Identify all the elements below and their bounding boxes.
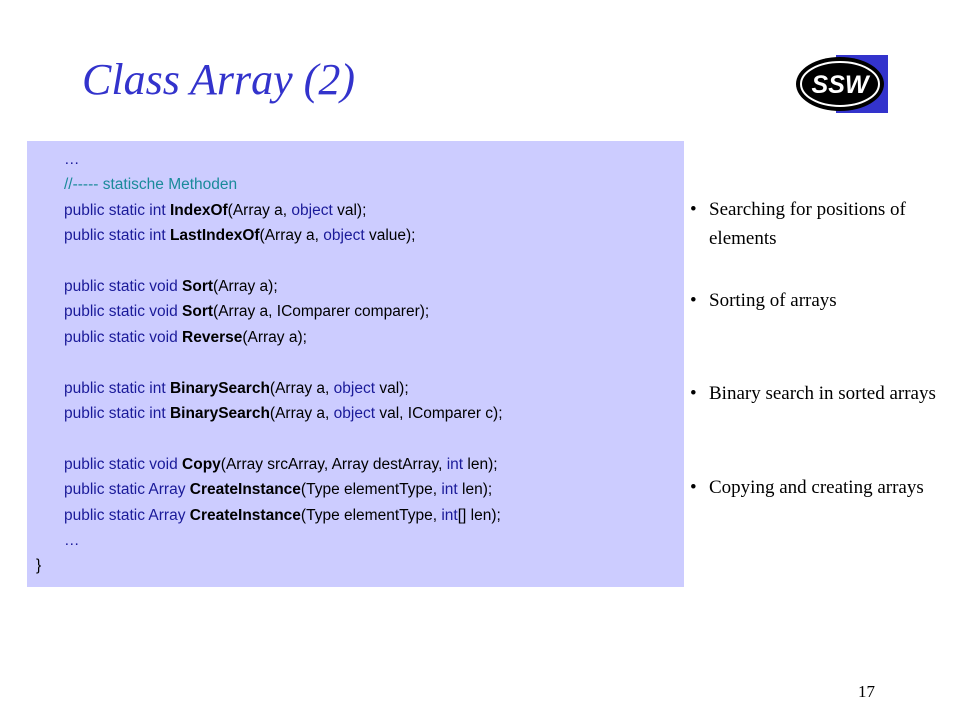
code-line [64, 175, 237, 195]
code-panel [27, 141, 684, 587]
code-token: … [64, 151, 80, 168]
code-token: (Array a); [242, 328, 307, 346]
code-token: (Array a, IComparer comparer); [213, 303, 430, 321]
code-token: val); [332, 201, 367, 219]
code-token: (Array a, [227, 201, 292, 219]
bullet-dot-icon: • [690, 290, 697, 311]
code-token: LastIndexOf [169, 227, 260, 245]
code-token: BinarySearch [169, 405, 270, 422]
code-token: (Array srcArray, Array destArray, [220, 455, 447, 473]
slide-title: Class Array (2) [82, 55, 355, 104]
code-line [64, 480, 492, 500]
code-token: … [64, 532, 80, 549]
ssw-logo [796, 55, 888, 113]
code-token: Sort [182, 278, 214, 295]
code-line [64, 404, 503, 424]
code-token: (Array a, [259, 227, 324, 245]
code-token: (Array a, [269, 405, 334, 422]
bullet-dot-icon: • [690, 477, 697, 498]
code-token: public static void [64, 303, 183, 321]
code-line [64, 226, 416, 246]
code-token: object [333, 379, 376, 397]
code-token: public static int [64, 379, 170, 397]
code-line [64, 328, 307, 348]
code-token: public static void [64, 328, 183, 346]
code-line [64, 531, 80, 551]
code-token: object [333, 405, 376, 422]
code-token: [] len); [457, 506, 501, 524]
code-token: Reverse [182, 328, 243, 346]
code-line [64, 506, 501, 526]
code-token: public static int [64, 227, 170, 245]
code-line [64, 302, 429, 322]
code-token: public static int [64, 201, 170, 219]
bullet-text: Copying and creating arrays [709, 477, 924, 498]
code-token: public static Array [64, 481, 190, 499]
code-token: //----- statische Methoden [64, 176, 238, 194]
code-token: (Array a); [213, 278, 278, 295]
code-token: public static void [64, 278, 183, 295]
code-token: (Type elementType, [300, 506, 442, 524]
code-line [64, 379, 409, 399]
code-token: val, IComparer c); [375, 405, 503, 422]
code-token: len); [463, 455, 498, 473]
code-token: int [441, 481, 458, 499]
logo-text: SSW [811, 71, 869, 99]
bullet-text: Binary search in sorted arrays [709, 383, 936, 404]
code-token: IndexOf [169, 201, 228, 219]
code-token: public static void [64, 455, 183, 473]
code-token: public static int [64, 405, 170, 422]
code-token: value); [364, 227, 416, 245]
code-token: public static Array [64, 506, 190, 524]
code-token: } [36, 557, 42, 575]
code-token: object [291, 201, 333, 219]
code-token: Copy [182, 455, 221, 473]
code-token: (Array a, [269, 379, 334, 397]
code-token: int [446, 455, 464, 473]
code-line [64, 277, 278, 297]
code-line [64, 455, 498, 475]
code-token: Sort [182, 303, 214, 321]
code-line [36, 556, 41, 576]
code-token: object [323, 227, 365, 245]
bullet-text: Sorting of arrays [709, 290, 837, 311]
code-line [64, 201, 366, 221]
code-token: (Type elementType, [300, 481, 442, 499]
code-token: CreateInstance [189, 506, 301, 524]
bullet-dot-icon: • [690, 199, 697, 220]
code-token: CreateInstance [189, 481, 301, 499]
code-token: len); [457, 481, 493, 499]
bullet-dot-icon: • [690, 383, 697, 404]
code-token: int [441, 506, 458, 524]
code-token: val); [375, 379, 409, 397]
code-line [64, 150, 80, 170]
code-token: BinarySearch [169, 379, 270, 397]
page-number: 17 [858, 682, 875, 701]
bullet-text: Searching for positions of elements [709, 199, 906, 249]
